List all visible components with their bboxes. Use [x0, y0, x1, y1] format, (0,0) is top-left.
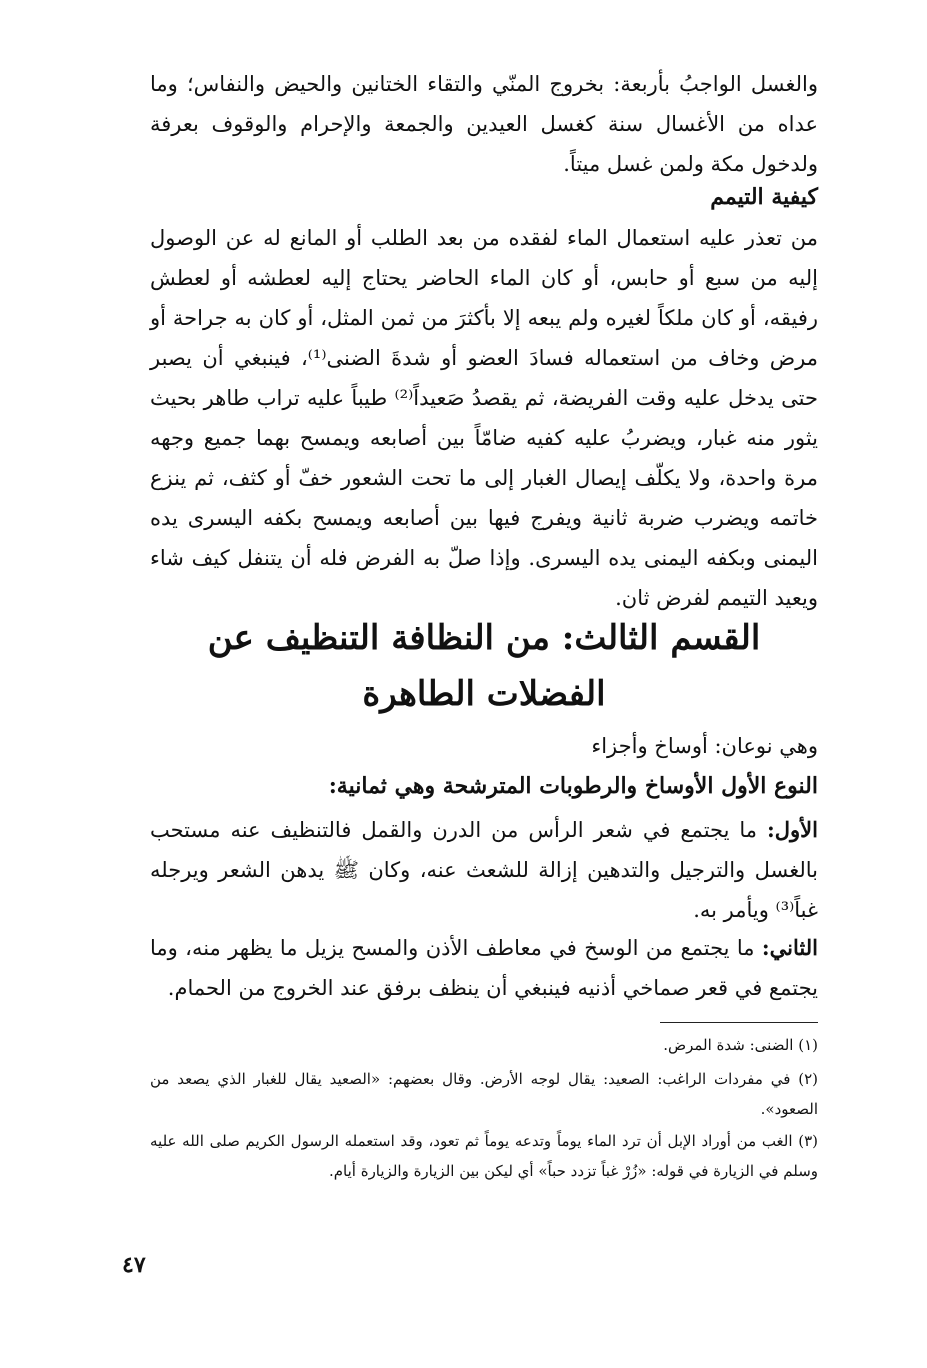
first-item-label: الأول: — [767, 817, 818, 842]
paragraph-wajib-ghusl: والغسل الواجبُ بأربعة: بخروج المنّي والتقاء الختانين والحيض والنفاس؛ وما عداه من الأغسال سنة كغسل العيدين والجمعة والإحرام والوقوف بعرفة ولدخول مكة ولمن غسل ميتاً. — [150, 72, 818, 176]
section-intro: وهي نوعان: أوساخ وأجزاء — [591, 734, 818, 758]
paragraph-first-item — [150, 810, 818, 930]
section-title: القسم الثالث: من النظافة التنظيف عن الفضلات الطاهرة — [207, 618, 761, 714]
second-item-label: الثاني: — [761, 935, 818, 960]
paragraph-tayammum: من تعذر عليه استعمال الماء لفقده من بعد الطلب أو المانع له عن الوصول إليه من سبع أو حابس، أو كان الماء الحاضر يحتاج إليه لعطشه أو لعطش رفيقه، أو كان ملكاً لغيره ولم يبعه إلا بأكثرَ من ثمن المثل، أو كان به جراحة أو مرض وخاف من استعماله فسادَ العضو أو شدةَ الضنى⁽¹⁾، فينبغي أن يصبر حتى يدخل عليه وقت الفريضة، ثم يقصدُ صَعيداً⁽²⁾ طيباً عليه تراب طاهر بحيث يثور منه غبار، ويضربُ عليه كفيه ضامّاً بين أصابعه ويمسح بهما جميع وجهه مرة واحدة، ولا يكلّف إيصال الغبار إلى ما تحت الشعور خفّ أو كثف، ثم ينزع خاتمه ويضرب ضربة ثانية ويفرج فيها بين أصابعه ويمسح بكفه اليسرى يده اليمنى وبكفه اليمنى يده اليسرى. وإذا صلّ به الفرض فله أن يتنفل كيف شاء ويعيد التيمم لفرض ثان. — [150, 226, 818, 610]
footnote-2: (٢) في مفردات الراغب: الصعيد: يقال لوجه الأرض. وقال بعضهم: «الصعيد يقال للغبار الذي يصعد من الصعود». — [150, 1070, 818, 1118]
paragraph-second-item — [150, 928, 818, 1008]
footnote-separator — [660, 1022, 818, 1023]
heading-type-one: النوع الأول الأوساخ والرطوبات المترشحة وهي ثمانية: — [328, 773, 818, 799]
heading-tayammum: كيفية التيمم — [710, 184, 818, 210]
second-item-body: ما يجتمع من الوسخ في معاطف الأذن والمسح يزيل ما يظهر منه، وما يجتمع في قعر صماخي أذنيه فينبغي أن ينظف برفق عند الخروج من الحمام. — [150, 936, 818, 1000]
footnote-3: (٣) الغب من أوراد الإبل أن ترد الماء يوماً وتدعه يوماً ثم تعود، وقد استعمله الرسول الكريم صلى الله عليه وسلم في الزيارة في قوله: «زُرْ غباً تزدد حباً» أي ليكن بين الزيارة والزيارة أيام. — [150, 1132, 818, 1180]
first-item-body: ما يجتمع في شعر الرأس من الدرن والقمل فالتنظيف عنه مستحب بالغسل والترجيل والتدهين إزالة للشعث عنه، وكان ﷺ يدهن الشعر ويرجله غباً⁽³⁾ ويأمر به. — [150, 818, 818, 922]
page-number: ٤٧ — [122, 1252, 146, 1278]
footnote-1: (١) الضنى: شدة المرض. — [663, 1036, 818, 1054]
